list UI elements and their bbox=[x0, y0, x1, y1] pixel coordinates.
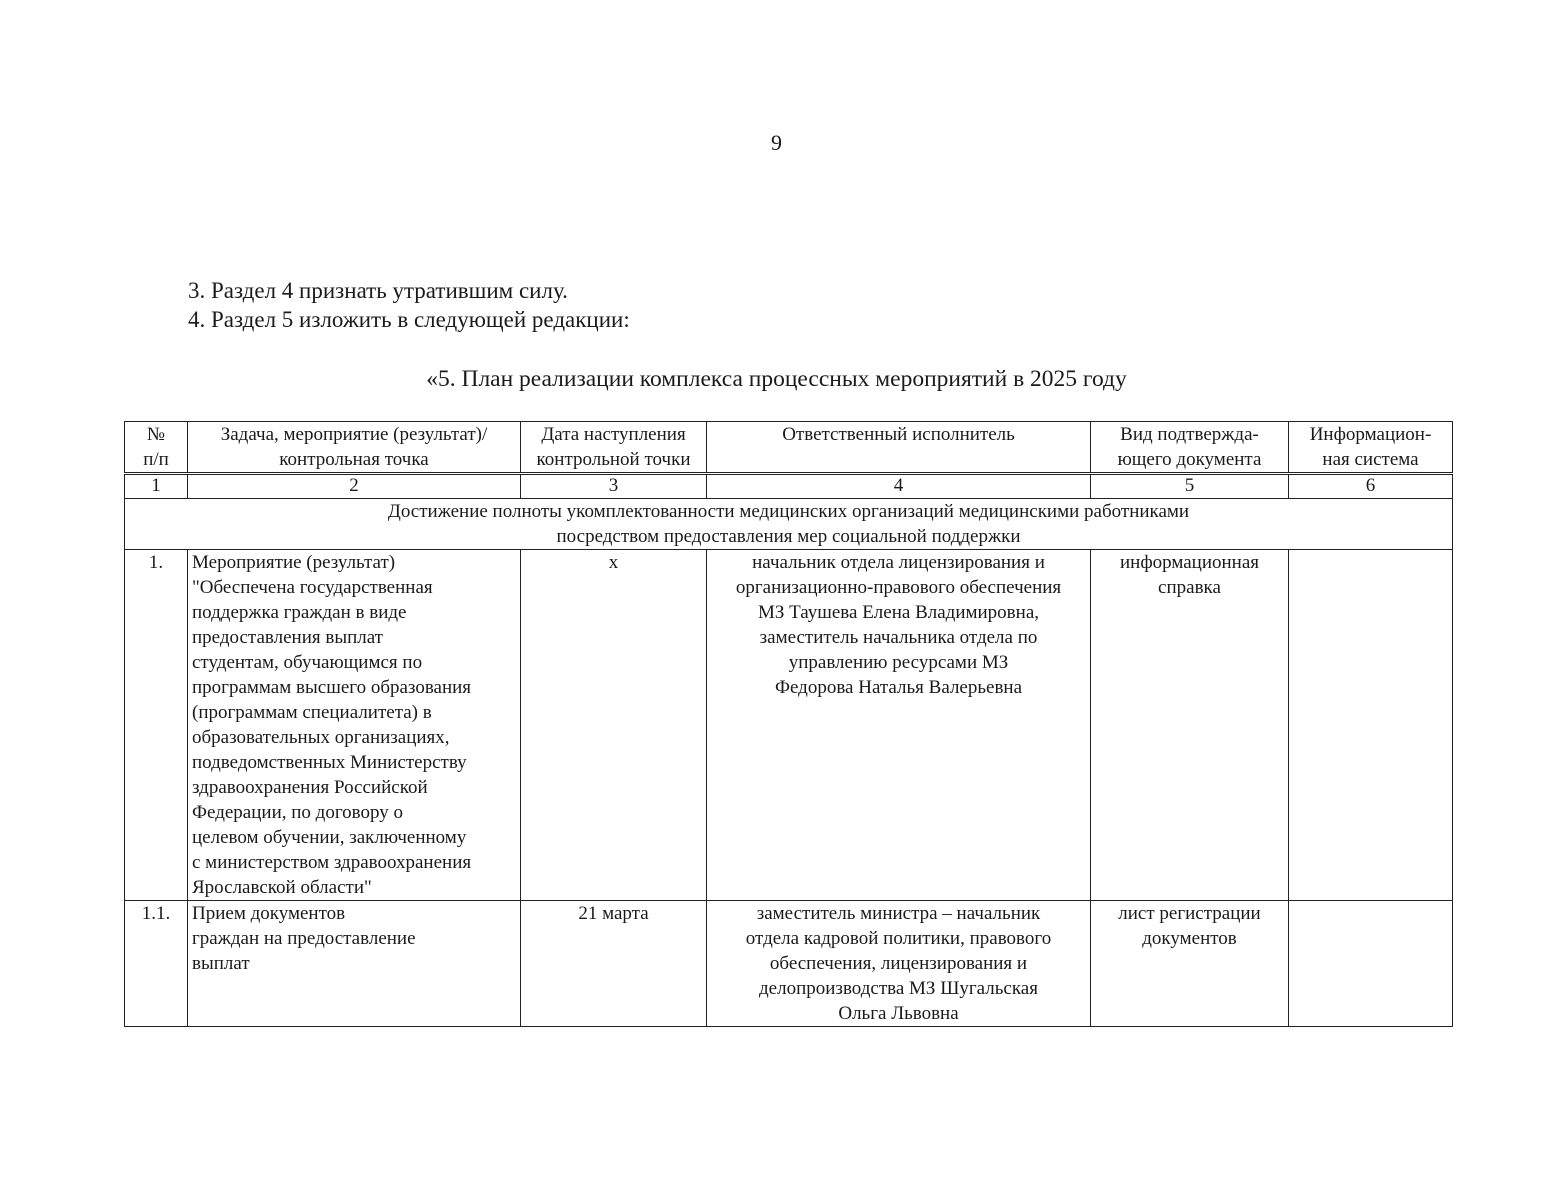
section-row bbox=[125, 499, 1453, 550]
table-row bbox=[125, 901, 1453, 1027]
row-document: лист регистрации документов bbox=[1091, 901, 1289, 1027]
row-task: Мероприятие (результат) "Обеспечена государственная поддержка граждан в виде предоставления выплат студентам, обучающимся по программам высшего образования (программам специалитета) в образовательных организациях, подведомственных Министерству здравоохранения Российской Федерации, по договору о целевом обучении, заключенному с министерством здравоохранения Ярославской области" bbox=[188, 550, 521, 901]
header-information-system: Информацион- ная система bbox=[1289, 422, 1453, 474]
header-number: № п/п bbox=[125, 422, 188, 474]
section-title: Достижение полноты укомплектованности медицинских организаций медицинскими работниками посредством предоставления мер социальной поддержки bbox=[125, 499, 1453, 550]
paragraph-section-5: 4. Раздел 5 изложить в следующей редакции: bbox=[188, 307, 630, 332]
column-number: 2 bbox=[188, 474, 521, 499]
plan-table bbox=[124, 421, 1453, 1027]
plan-title: «5. План реализации комплекса процессных мероприятий в 2025 году bbox=[426, 366, 1127, 392]
column-number: 6 bbox=[1289, 474, 1453, 499]
row-responsible: заместитель министра – начальник отдела кадровой политики, правового обеспечения, лицензирования и делопроизводства МЗ Шугальская Ольга Львовна bbox=[707, 901, 1091, 1027]
row-date: 21 марта bbox=[521, 901, 707, 1027]
row-number: 1. bbox=[125, 550, 188, 901]
page-number: 9 bbox=[771, 130, 782, 155]
column-number-row bbox=[125, 474, 1453, 499]
paragraph-section-4: 3. Раздел 4 признать утратившим силу. bbox=[188, 278, 568, 303]
row-system bbox=[1289, 901, 1453, 1027]
table-header-row bbox=[125, 422, 1453, 474]
column-number: 5 bbox=[1091, 474, 1289, 499]
column-number: 4 bbox=[707, 474, 1091, 499]
row-document: информационная справка bbox=[1091, 550, 1289, 901]
header-task: Задача, мероприятие (результат)/ контрольная точка bbox=[188, 422, 521, 474]
row-task: Прием документов граждан на предоставление выплат bbox=[188, 901, 521, 1027]
row-responsible: начальник отдела лицензирования и организационно-правового обеспечения МЗ Таушева Елена Владимировна, заместитель начальника отдела по управлению ресурсами МЗ Федорова Наталья Валерьевна bbox=[707, 550, 1091, 901]
row-system bbox=[1289, 550, 1453, 901]
header-date: Дата наступления контрольной точки bbox=[521, 422, 707, 474]
header-responsible: Ответственный исполнитель bbox=[707, 422, 1091, 474]
row-date: х bbox=[521, 550, 707, 901]
header-document-type: Вид подтвержда- ющего документа bbox=[1091, 422, 1289, 474]
row-number: 1.1. bbox=[125, 901, 188, 1027]
column-number: 3 bbox=[521, 474, 707, 499]
table-row bbox=[125, 550, 1453, 901]
column-number: 1 bbox=[125, 474, 188, 499]
